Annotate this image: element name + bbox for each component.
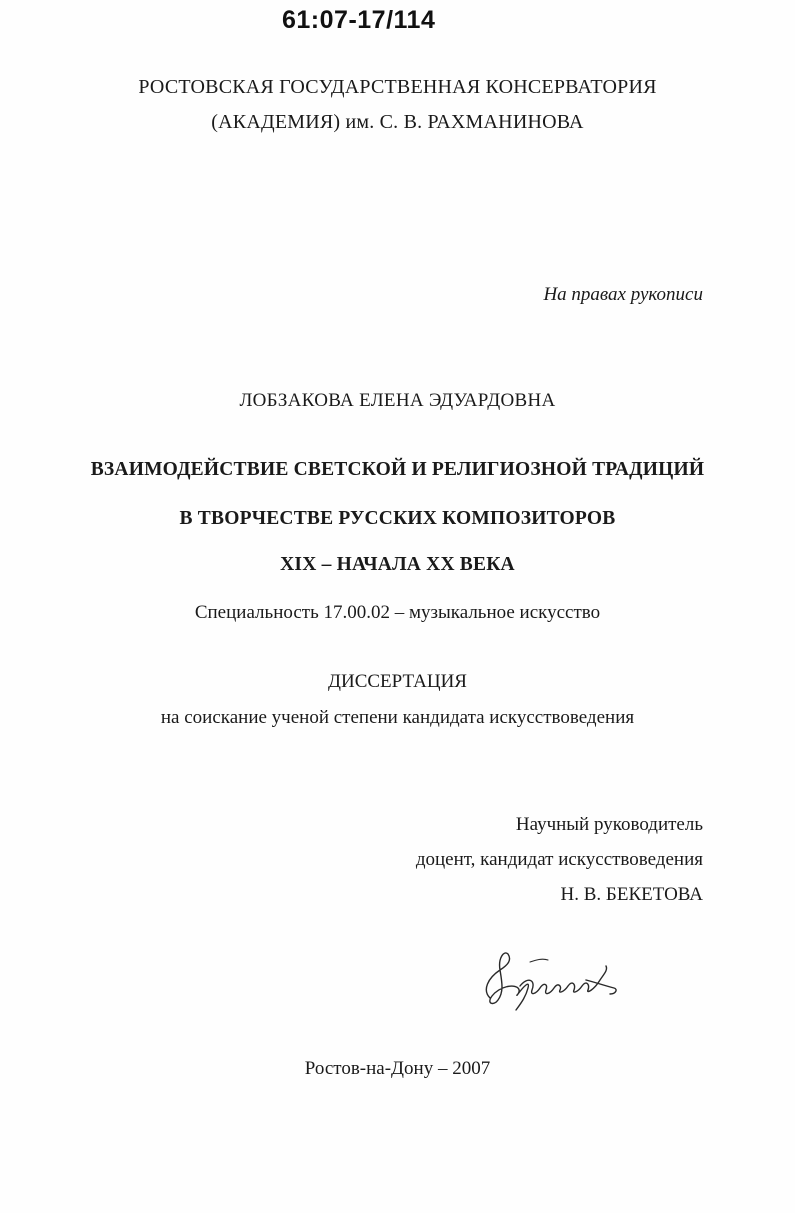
archive-stamp-number: 61:07-17/114 xyxy=(282,6,436,34)
manuscript-rights-note: На правах рукописи xyxy=(543,284,703,305)
institution-line-1: РОСТОВСКАЯ ГОСУДАРСТВЕННАЯ КОНСЕРВАТОРИЯ xyxy=(138,76,657,98)
dissertation-title-line-1: ВЗАИМОДЕЙСТВИЕ СВЕТСКОЙ И РЕЛИГИОЗНОЙ ТРАДИЦИЙ xyxy=(90,459,705,480)
place-and-year: Ростов-на-Дону – 2007 xyxy=(304,1058,491,1079)
supervisor-name: Н. В. БЕКЕТОВА xyxy=(560,884,703,905)
dissertation-title-line-3: XIX – НАЧАЛА XX ВЕКА xyxy=(280,554,515,575)
supervisor-position: доцент, кандидат искусствоведения xyxy=(415,849,703,870)
specialty-line: Специальность 17.00.02 – музыкальное искусство xyxy=(194,602,601,623)
institution-line-2: (АКАДЕМИЯ) им. С. В. РАХМАНИНОВА xyxy=(211,111,584,133)
work-type: ДИССЕРТАЦИЯ xyxy=(328,671,467,692)
dissertation-title-line-2: В ТВОРЧЕСТВЕ РУССКИХ КОМПОЗИТОРОВ xyxy=(179,508,616,529)
author-name: ЛОБЗАКОВА ЕЛЕНА ЭДУАРДОВНА xyxy=(239,390,556,411)
supervisor-label: Научный руководитель xyxy=(515,814,703,835)
handwritten-signature xyxy=(478,940,628,1015)
degree-line: на соискание ученой степени кандидата искусствоведения xyxy=(160,707,635,728)
